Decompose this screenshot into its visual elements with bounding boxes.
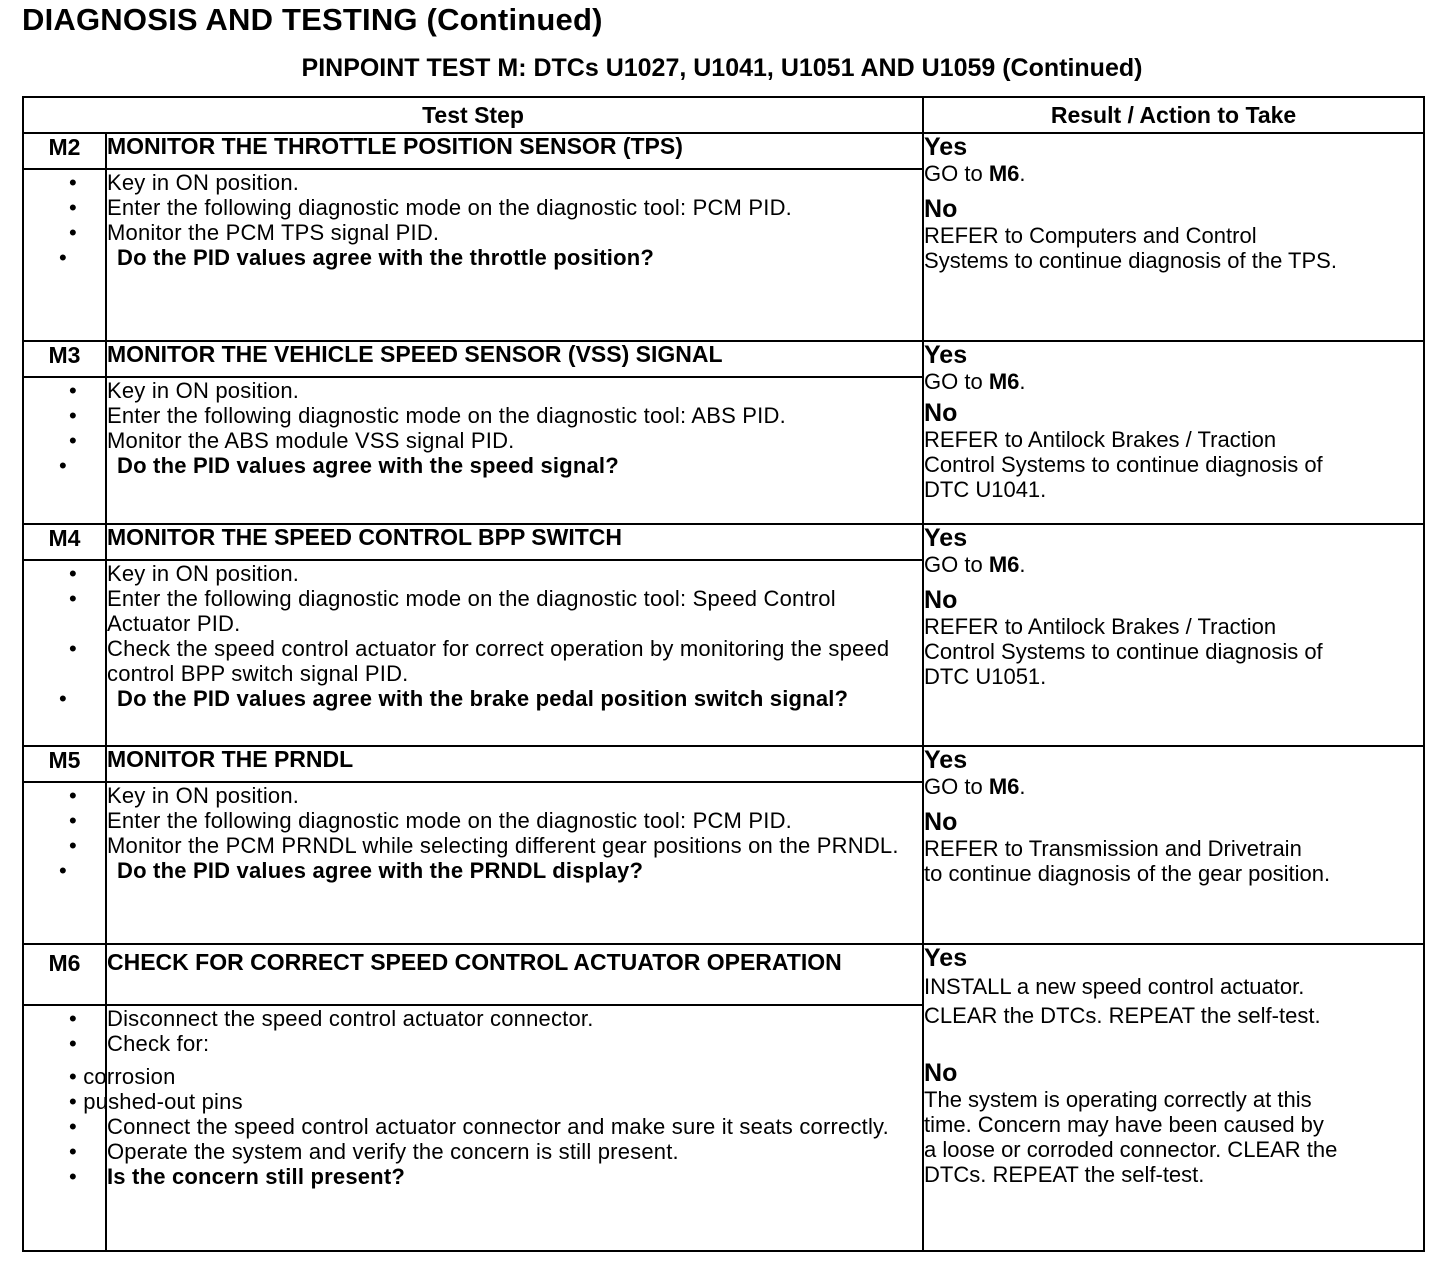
step-link-m6[interactable]: M6 [988, 774, 1020, 800]
step-id: M2 [23, 133, 106, 169]
step-title: MONITOR THE VEHICLE SPEED SENSOR (VSS) SIGNAL [106, 341, 923, 377]
yes-action: GO to M6. [924, 774, 1026, 800]
step-body [59, 782, 923, 944]
yes-action-line: CLEAR the DTCs. REPEAT the self-test. [924, 1003, 1321, 1029]
no-action-line: Control Systems to continue diagnosis of [924, 452, 1323, 478]
step-body [59, 560, 923, 746]
step-row-m4 [23, 524, 1424, 560]
step-row-m5 [23, 746, 1424, 782]
no-action-line: DTC U1051. [924, 663, 1047, 689]
step-item: • Check for: • corrosion • pushed-out pins [107, 1031, 922, 1114]
step-item: • Monitor the ABS module VSS signal PID. [69, 428, 515, 454]
step-id: M5 [23, 746, 106, 782]
yes-label: Yes [924, 341, 968, 370]
no-action-line: The system is operating correctly at this [924, 1087, 1312, 1113]
step-item: • Enter the following diagnostic mode on the diagnostic tool: Speed Control Actuator PID. [69, 585, 836, 636]
step-item: • Key in ON position. [69, 560, 300, 586]
column-header-test-step: Test Step [23, 97, 923, 133]
no-label: No [924, 195, 958, 224]
step-row-m3 [23, 341, 1424, 377]
yes-action: GO to M6. [924, 369, 1026, 395]
step-title: MONITOR THE SPEED CONTROL BPP SWITCH [106, 524, 923, 560]
no-label: No [924, 1059, 958, 1088]
step-item: • Monitor the PCM PRNDL while selecting different gear positions on the PRNDL. [69, 833, 899, 859]
no-action-line: Control Systems to continue diagnosis of [924, 638, 1323, 664]
step-item: • Monitor the PCM TPS signal PID. [69, 220, 440, 246]
step-id: M3 [23, 341, 106, 377]
step-question: • Do the PID values agree with the brake pedal position switch signal? [59, 685, 849, 711]
step-item: • Enter the following diagnostic mode on the diagnostic tool: PCM PID. [69, 195, 792, 221]
yes-action: GO to M6. [924, 161, 1026, 187]
step-result [923, 341, 1424, 523]
sub-item: • corrosion [69, 1063, 176, 1089]
yes-label: Yes [924, 944, 968, 973]
step-item: • Enter the following diagnostic mode on the diagnostic tool: PCM PID. [69, 808, 792, 834]
step-body [59, 377, 923, 523]
step-question: • Do the PID values agree with the speed signal? [59, 453, 619, 479]
step-item: • Enter the following diagnostic mode on the diagnostic tool: ABS PID. [69, 403, 786, 429]
no-action-line: time. Concern may have been caused by [924, 1112, 1324, 1138]
no-action-line: REFER to Computers and Control [924, 223, 1257, 249]
step-result [923, 133, 1424, 341]
pinpoint-test-title: PINPOINT TEST M: DTCs U1027, U1041, U1051 AND U1059 (Continued) [301, 54, 1143, 82]
step-link-m6[interactable]: M6 [988, 161, 1020, 187]
no-action-line: Systems to continue diagnosis of the TPS. [924, 248, 1337, 274]
yes-label: Yes [924, 523, 968, 552]
no-action-line: DTC U1041. [924, 477, 1047, 503]
no-action-line: REFER to Antilock Brakes / Traction [924, 427, 1277, 453]
step-item: • Check the speed control actuator for correct operation by monitoring the speed control BPP switch signal PID. [69, 635, 890, 686]
step-row-m2 [23, 133, 1424, 169]
step-question: • Is the concern still present? [69, 1163, 405, 1189]
step-question: • Do the PID values agree with the throttle position? [59, 245, 655, 271]
step-id: M6 [23, 944, 106, 1004]
step-result [923, 944, 1424, 1251]
no-action-line: DTCs. REPEAT the self-test. [924, 1162, 1205, 1188]
no-action-line: a loose or corroded connector. CLEAR the [924, 1137, 1338, 1163]
step-row-m6 [23, 944, 1424, 1004]
yes-label: Yes [924, 746, 968, 775]
step-item: • Key in ON position. [69, 378, 300, 404]
sub-item: • pushed-out pins [69, 1088, 243, 1114]
step-link-m6[interactable]: M6 [988, 551, 1020, 577]
no-label: No [924, 399, 958, 428]
column-header-result: Result / Action to Take [923, 97, 1424, 133]
step-result [923, 746, 1424, 944]
step-result [923, 524, 1424, 746]
step-question: • Do the PID values agree with the PRNDL display? [59, 858, 644, 884]
no-label: No [924, 585, 958, 614]
step-title: MONITOR THE THROTTLE POSITION SENSOR (TPS) [106, 133, 923, 169]
pinpoint-test-table [22, 96, 1425, 1252]
step-item: • Operate the system and verify the concern is still present. [69, 1138, 679, 1164]
step-item: • Connect the speed control actuator connector and make sure it seats correctly. [69, 1113, 889, 1139]
no-action-line: REFER to Transmission and Drivetrain [924, 836, 1302, 862]
step-title: CHECK FOR CORRECT SPEED CONTROL ACTUATOR OPERATION [106, 944, 923, 1004]
step-item: • Key in ON position. [69, 170, 300, 196]
no-action-line: to continue diagnosis of the gear position. [924, 861, 1331, 887]
step-link-m6[interactable]: M6 [988, 369, 1020, 395]
step-id: M4 [23, 524, 106, 560]
yes-action-line: INSTALL a new speed control actuator. [924, 974, 1305, 1000]
page-title: DIAGNOSIS AND TESTING (Continued) [22, 2, 603, 37]
no-label: No [924, 808, 958, 837]
step-item: • Key in ON position. [69, 783, 300, 809]
yes-action: GO to M6. [924, 551, 1026, 577]
step-body [69, 1005, 923, 1251]
no-action-line: REFER to Antilock Brakes / Traction [924, 613, 1277, 639]
step-item: • Disconnect the speed control actuator connector. [69, 1005, 594, 1031]
yes-label: Yes [924, 133, 968, 162]
step-title: MONITOR THE PRNDL [106, 746, 923, 782]
step-body [59, 169, 923, 341]
